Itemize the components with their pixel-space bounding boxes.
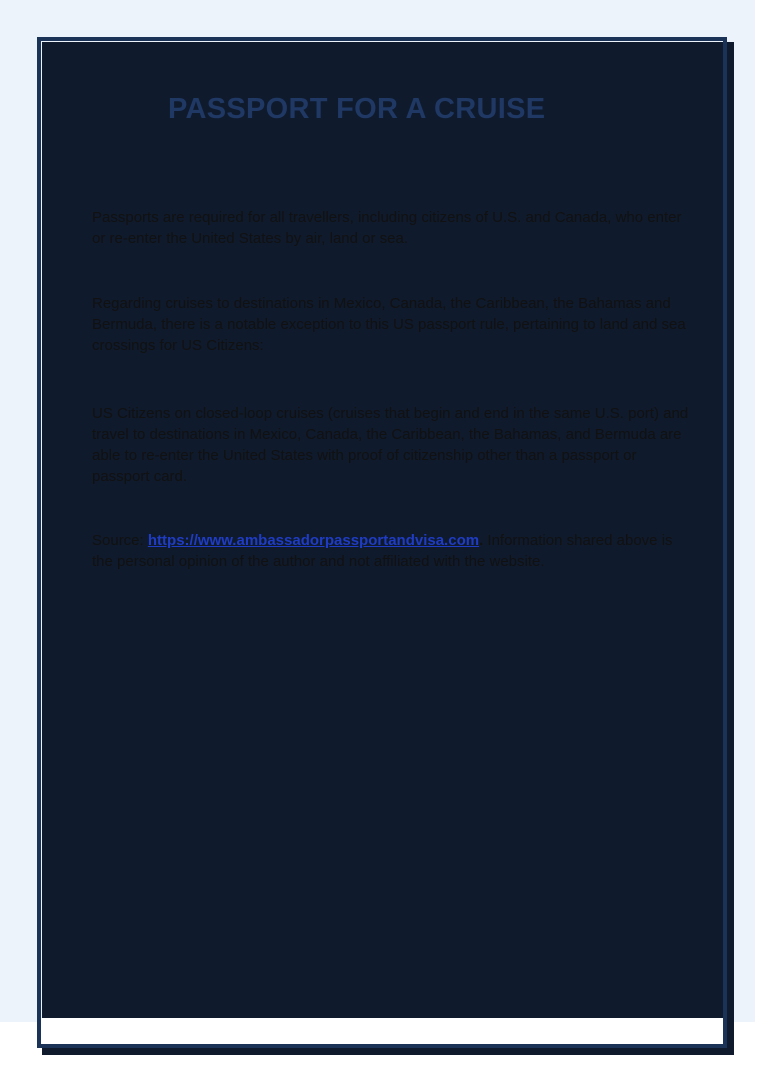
page-title: PASSPORT FOR A CRUISE (168, 93, 546, 125)
source-note (92, 530, 692, 572)
paragraph-passport-requirement: Passports are required for all travellers, including citizens of U.S. and Canada, who enter or re-enter the United States by air, land or sea. (92, 209, 682, 247)
source-link-period: . (479, 532, 484, 549)
source-disclaimer: Information shared above is the personal opinion of the author and not affiliated with the website. (92, 532, 673, 570)
source-link[interactable]: https://www.ambassadorpassportandvisa.com (147, 532, 480, 549)
paragraph-cruise-exception: Regarding cruises to destinations in Mexico, Canada, the Caribbean, the Bahamas and Bermuda, there is a notable exception to this US passport rule, pertaining to land and sea crossings for US Citizens: (92, 295, 686, 354)
source-label: Source: (92, 532, 148, 549)
paragraph-closed-loop-cruises: US Citizens on closed-loop cruises (cruises that begin and end in the same U.S. port) and travel to destinations in Mexico, Canada, the Caribbean, the Bahamas, and Bermuda are able to re-enter the United States with proof of citizenship other than a passport or passport card. (92, 405, 689, 485)
